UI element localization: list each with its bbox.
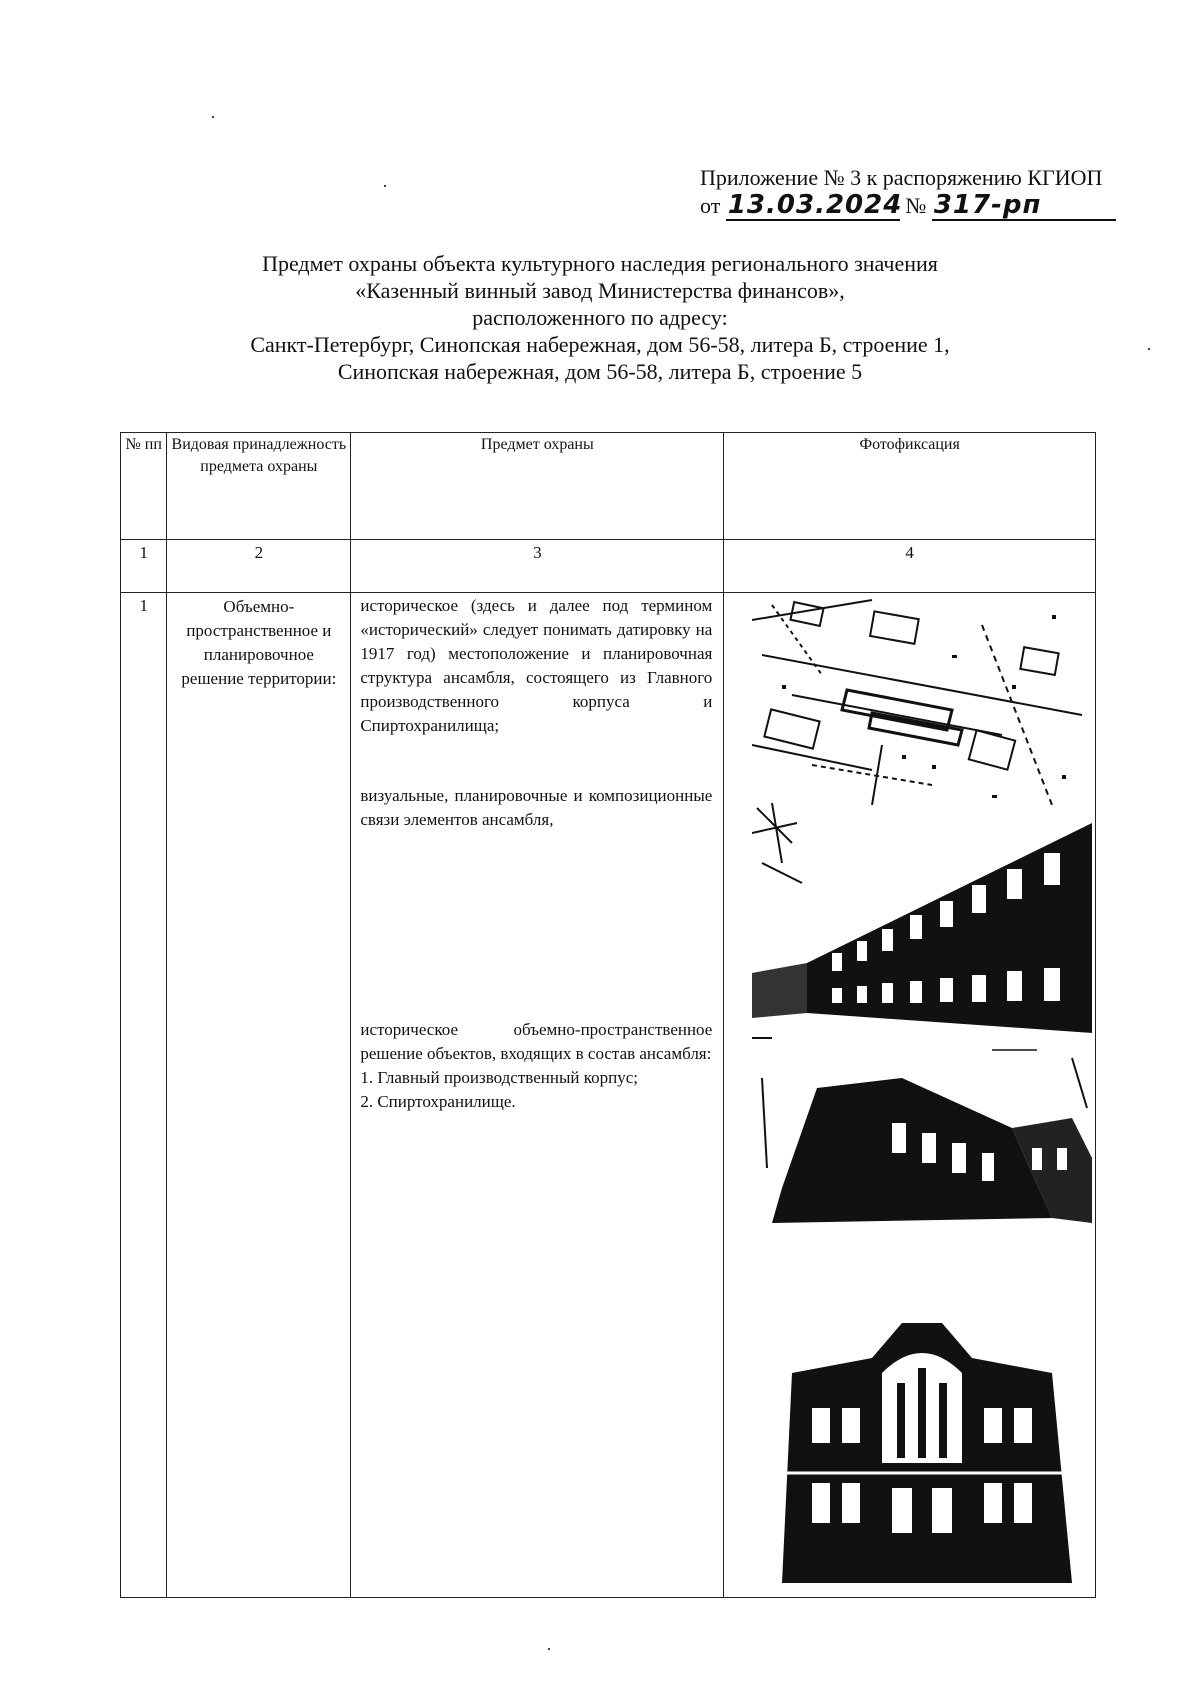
subject-item-3 — [352, 1018, 722, 1114]
production-building-facade-image — [752, 803, 1092, 1053]
site-plan-map-image — [752, 595, 1092, 810]
appendix-line: Приложение № 3 к распоряжению КГИОП — [700, 165, 1103, 190]
column-number-row — [121, 540, 1096, 593]
subject-item-3-text: историческое объемно-пространственное решение объектов, входящих в состав ансамбля: — [360, 1020, 713, 1063]
appendix-date-line — [700, 192, 1160, 221]
ot-label: от — [700, 193, 721, 218]
header-number: № пп — [121, 433, 167, 540]
title-line-2: «Казенный винный завод Министерства финансов», — [355, 278, 845, 303]
building-front-facade-image — [752, 1313, 1092, 1583]
row-subject-cell — [351, 593, 724, 1598]
row-number: 1 — [121, 593, 167, 1598]
scan-speck — [212, 116, 214, 118]
col-number-1: 1 — [121, 540, 167, 593]
row-photo-cell — [724, 593, 1096, 1598]
title-line-3: расположенного по адресу: — [472, 305, 728, 330]
header-photo: Фотофиксация — [724, 433, 1096, 540]
table-header-row — [121, 433, 1096, 540]
header-category: Видовая принадлежность предмета охраны — [167, 433, 351, 540]
row-category: Объемно-пространственное и планировочное решение территории: — [167, 593, 351, 1598]
col-number-2: 2 — [167, 540, 351, 593]
protection-subject-table — [120, 432, 1096, 1598]
handwritten-number: 317-рп — [933, 190, 1042, 220]
title-line-4: Санкт-Петербург, Синопская набережная, дом 56-58, литера Б, строение 1, — [250, 332, 950, 357]
list-item: 2. Спиртохранилище. — [360, 1092, 516, 1111]
scan-speck — [1148, 348, 1150, 350]
list-item: 1. Главный производственный корпус; — [360, 1068, 638, 1087]
document-title — [120, 250, 1080, 385]
handwritten-date: 13.03.2024 — [727, 190, 903, 220]
building-corner-view-image — [752, 1048, 1092, 1228]
scan-speck — [548, 1648, 550, 1650]
scan-speck — [384, 185, 386, 187]
no-label: № — [905, 193, 927, 218]
col-number-4: 4 — [724, 540, 1096, 593]
date-field — [726, 190, 903, 221]
col-number-3: 3 — [351, 540, 724, 593]
title-line-5: Синопская набережная, дом 56-58, литера Б, строение 5 — [337, 359, 863, 384]
number-field — [932, 192, 1116, 221]
table-row — [121, 593, 1096, 1598]
subject-item-1: историческое (здесь и далее под термином «исторический» следует понимать датировку на 1917 год) местоположение и планировочная структура ансамбля, состоящего из Главного производственного корпуса и Спиртохранилища; — [360, 596, 713, 735]
subject-item-2: визуальные, планировочные и композиционные связи элементов ансамбля, — [360, 786, 713, 829]
header-subject: Предмет охраны — [351, 433, 724, 540]
title-line-1: Предмет охраны объекта культурного наследия регионального значения — [262, 251, 938, 276]
appendix-block — [700, 164, 1160, 221]
